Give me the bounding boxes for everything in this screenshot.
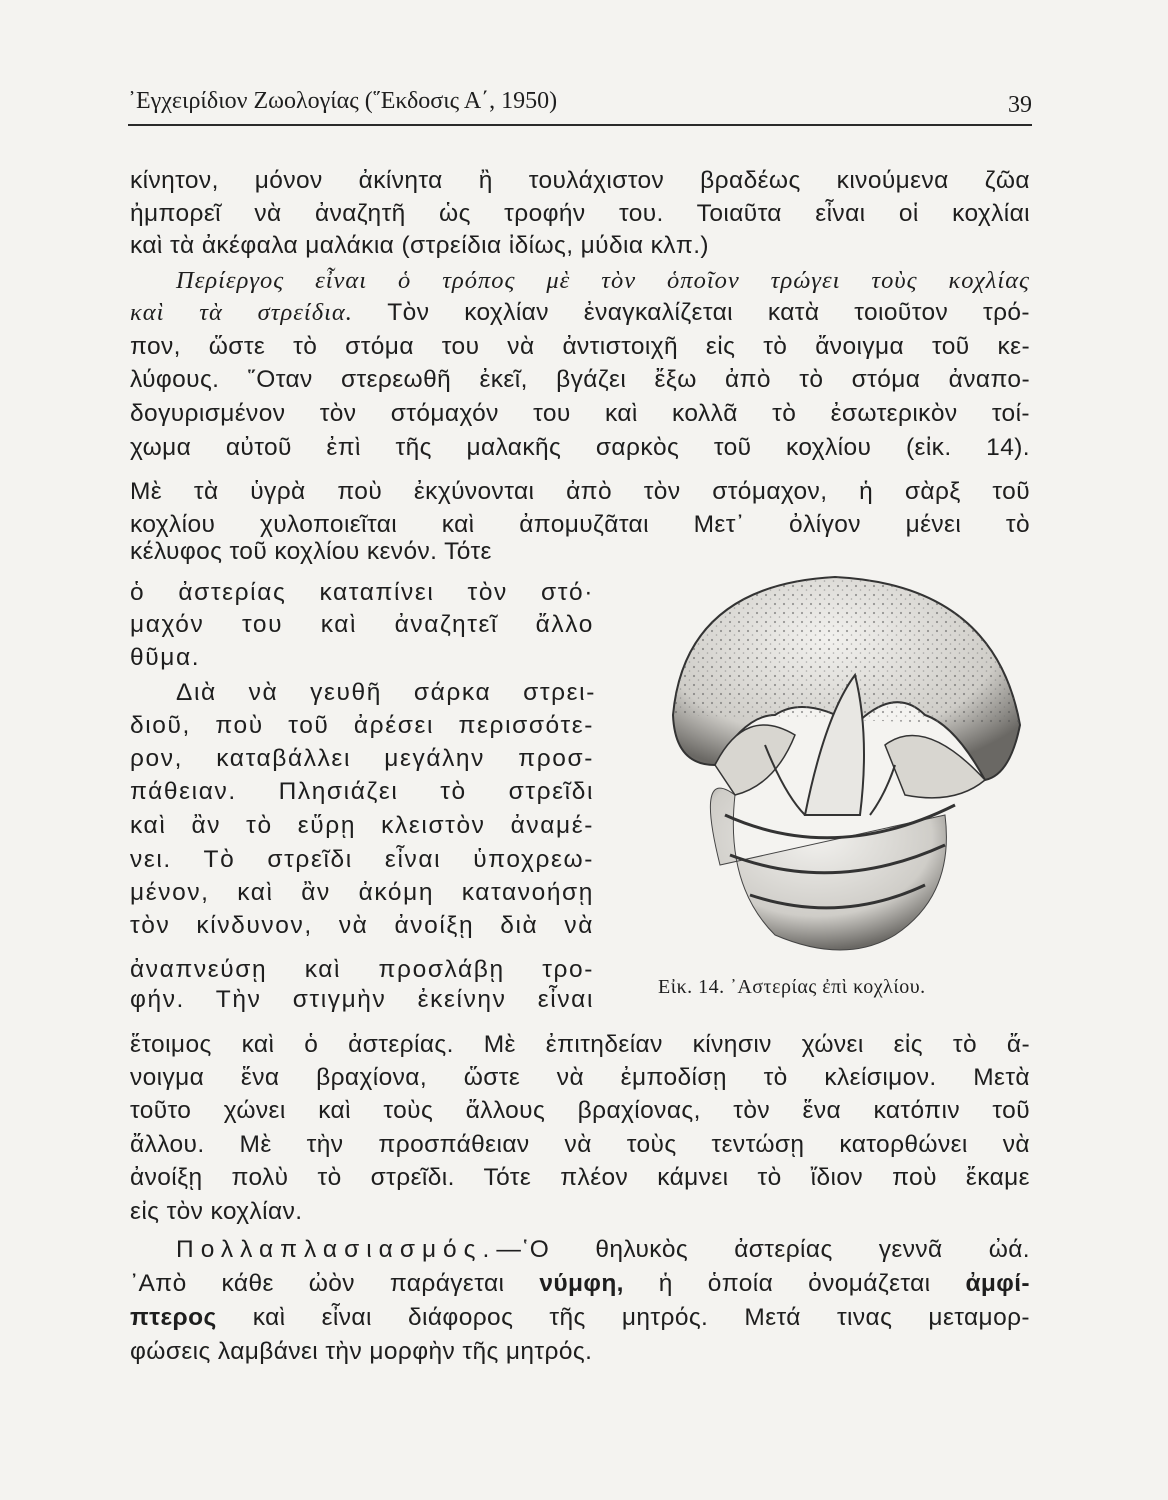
text-line: νει. Τὸ στρεῖδι εἶναι ὑποχρεω- xyxy=(130,846,594,873)
text-line: διοῦ, ποὺ τοῦ ἀρέσει περισσότε- xyxy=(130,712,594,739)
text-segment: ᾿Απὸ κάθε ὠὸν παράγεται xyxy=(130,1270,540,1297)
text-line: καὶ τὰ ἀκέφαλα μαλάκια (στρείδια ἰδίως, μύδια κλπ.) xyxy=(130,232,709,259)
text-line: πον, ὥστε τὸ στόμα του νὰ ἀντιστοιχῆ εἰς τὸ ἄνοιγμα τοῦ κε- xyxy=(130,333,1030,360)
bold-term: νύμφη, xyxy=(539,1270,624,1297)
text-line: κέλυφος τοῦ κοχλίου κενόν. Τότε xyxy=(130,538,492,565)
text-line: ρον, καταβάλλει μεγάλην προσ- xyxy=(130,745,594,772)
text-line: φήν. Τὴν στιγμὴν ἐκείνην εἶναι xyxy=(130,986,594,1013)
text-line: κίνητον, μόνον ἀκίνητα ἢ τουλάχιστον βραδέως κινούμενα ζῶα xyxy=(130,167,1030,194)
text-line: ὁ ἀστερίας καταπίνει τὸν στό· xyxy=(130,579,594,606)
text-line: φώσεις λαμβάνει τὴν μορφὴν τῆς μητρός. xyxy=(130,1338,593,1365)
running-header xyxy=(128,88,1032,118)
text-line: τὸν κίνδυνον, νὰ ἀνοίξῃ διὰ νὰ xyxy=(130,912,594,939)
text-line xyxy=(130,298,1030,328)
text-line: ἠμπορεῖ νὰ ἀναζητῆ ὡς τροφήν του. Τοιαῦτα εἶναι οἱ κοχλίαι xyxy=(130,200,1030,227)
page-number: 39 xyxy=(1008,92,1032,118)
text-line: Μὲ τὰ ὑγρὰ ποὺ ἐκχύνονται ἀπὸ τὸν στόμαχον, ἡ σὰρξ τοῦ xyxy=(130,478,1030,505)
italic-phrase: καὶ τὰ στρείδια. xyxy=(130,299,353,326)
text-segment: Τὸν κοχλίαν ἐναγκαλίζεται κατὰ τοιοῦτον τρό- xyxy=(352,299,1030,326)
text-line: καὶ ἂν τὸ εὕρῃ κλειστὸν ἀναμέ- xyxy=(130,812,594,839)
text-line: ἀνοίξῃ πολὺ τὸ στρεῖδι. Τότε πλέον κάμνει τὸ ἴδιον ποὺ ἔκαμε xyxy=(130,1164,1030,1191)
book-title: ᾿Εγχειρίδιον Ζωολογίας (῞Εκδοσις Α΄, 1950) xyxy=(128,88,558,114)
text-line: εἰς τὸν κοχλίαν. xyxy=(130,1198,303,1225)
text-line: πάθειαν. Πλησιάζει τὸ στρεῖδι xyxy=(130,778,594,805)
text-line: κοχλίου χυλοποιεῖται καὶ ἀπομυζᾶται Μετ᾿ ὀλίγον μένει τὸ xyxy=(130,511,1030,538)
figure-caption: Εἰκ. 14. ᾿Αστερίας ἐπὶ κοχλίου. xyxy=(658,976,926,998)
text-line: χωμα αὐτοῦ ἐπὶ τῆς μαλακῆς σαρκὸς τοῦ κοχλίου (εἰκ. 14). xyxy=(130,434,1030,461)
bold-term: ἀμφί- xyxy=(965,1270,1030,1297)
text-line: μαχόν του καὶ ἀναζητεῖ ἄλλο xyxy=(130,611,594,638)
text-segment: ἡ ὁποία ὀνομάζεται xyxy=(623,1270,966,1297)
text-line: δογυρισμένον τὸν στόμαχόν του καὶ κολλᾶ τὸ ἐσωτερικὸν τοί- xyxy=(130,400,1030,427)
text-segment: καὶ εἶναι διάφορος τῆς μητρός. Μετά τινας μεταμορ- xyxy=(216,1304,1030,1331)
text-line xyxy=(130,1269,1030,1299)
section-heading: Πολλαπλασιασμός. xyxy=(176,1236,497,1263)
text-line: ἄλλου. Μὲ τὴν προσπάθειαν νὰ τοὺς τεντώσῃ κατορθώνει νὰ xyxy=(130,1131,1030,1158)
text-line xyxy=(130,1303,1030,1333)
text-line-italic: Περίεργος εἶναι ὁ τρόπος μὲ τὸν ὁποῖον τρώγει τοὺς κοχλίας xyxy=(176,267,1030,294)
text-segment: —῾Ο θηλυκὸς ἀστερίας γεννᾶ ὠά. xyxy=(496,1236,1030,1263)
text-line: λύφους. ῞Οταν στερεωθῆ ἐκεῖ, βγάζει ἔξω ἀπὸ τὸ στόμα ἀναπο- xyxy=(130,366,1030,393)
section-heading-line xyxy=(130,1235,1030,1265)
text-line: θῦμα. xyxy=(130,644,201,671)
header-rule xyxy=(128,124,1032,126)
text-line: ἀναπνεύσῃ καὶ προσλάβῃ τρο- xyxy=(130,956,594,983)
text-line: τοῦτο χώνει καὶ τοὺς ἄλλους βραχίονας, τὸν ἕνα κατόπιν τοῦ xyxy=(130,1097,1030,1124)
bold-term: πτερος xyxy=(130,1304,217,1331)
starfish-on-snail-illustration xyxy=(655,565,1030,955)
text-line: ἕτοιμος καὶ ὁ ἀστερίας. Μὲ ἐπιτηδείαν κίνησιν χώνει εἰς τὸ ἄ- xyxy=(130,1031,1030,1058)
text-line: Διὰ νὰ γευθῆ σάρκα στρει- xyxy=(176,679,596,706)
text-line: νοιγμα ἕνα βραχίονα, ὥστε νὰ ἐμποδίσῃ τὸ κλείσιμον. Μετὰ xyxy=(130,1064,1030,1091)
text-line: μένον, καὶ ἂν ἀκόμη κατανοήσῃ xyxy=(130,879,594,906)
